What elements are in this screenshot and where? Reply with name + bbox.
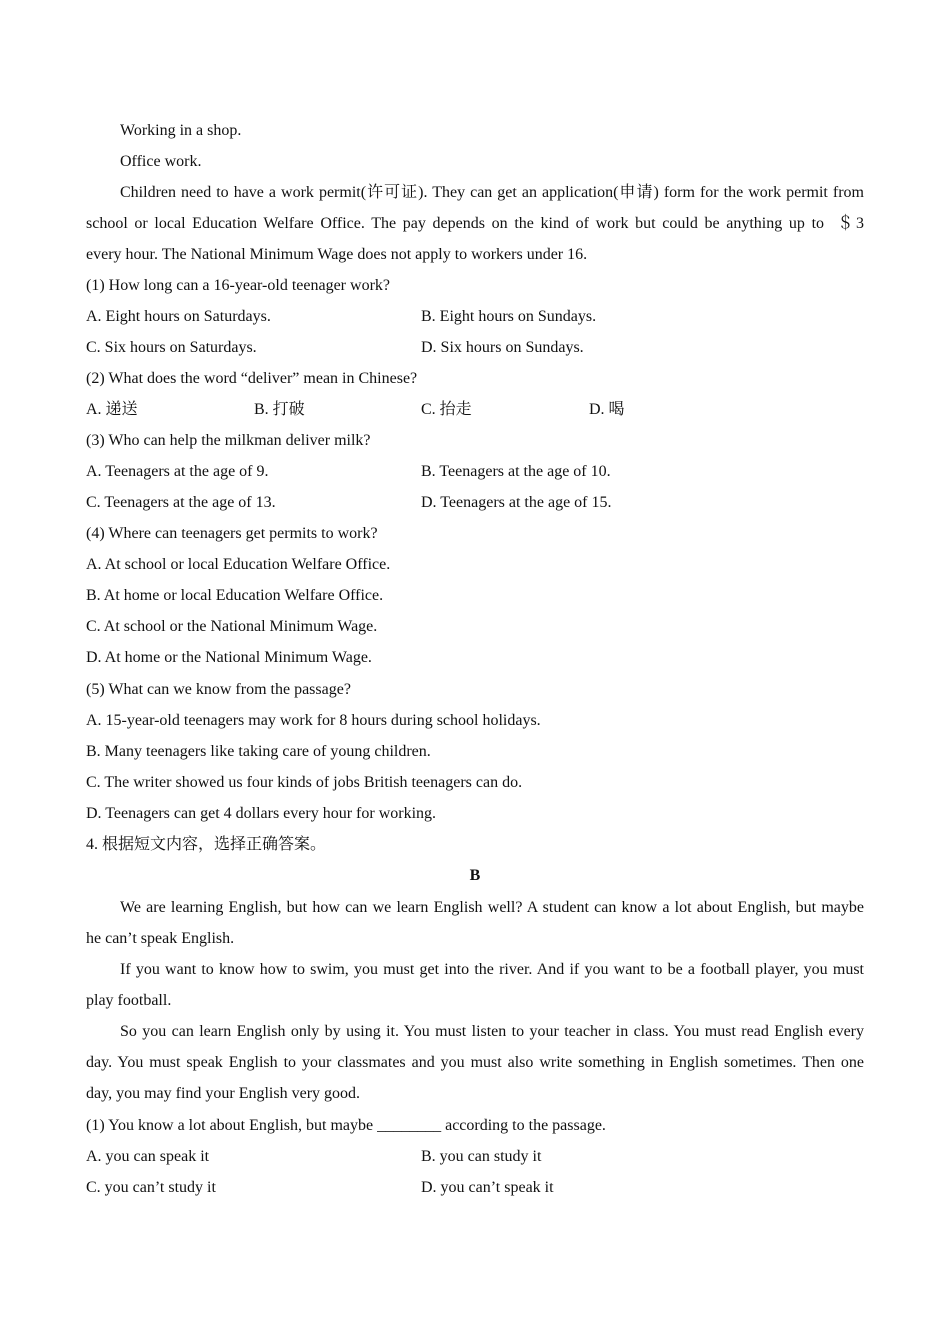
section-instruction: 4. 根据短文内容，选择正确答案。 (86, 836, 327, 853)
passage-line: Office work. (120, 153, 202, 170)
passage-paragraph-line: We are learning English, but how can we learn English well? A student can know a lot about English, but maybe (120, 899, 864, 916)
answer-option: C. 抬走 (421, 401, 472, 418)
answer-option: D. Teenagers at the age of 15. (421, 494, 612, 511)
passage-paragraph-line: school or local Education Welfare Office. The pay depends on the kind of work but could be anything up to ＄3 (86, 215, 864, 232)
passage-paragraph-line: day. You must speak English to your classmates and you must also write something in English sometimes. Then one (86, 1054, 864, 1071)
answer-option: B. Teenagers at the age of 10. (421, 463, 611, 480)
answer-option: A. At school or local Education Welfare Office. (86, 556, 391, 573)
answer-option: C. you can’t study it (86, 1179, 216, 1196)
answer-option: C. Teenagers at the age of 13. (86, 494, 276, 511)
passage-paragraph-line: play football. (86, 992, 172, 1009)
answer-option: B. Many teenagers like taking care of young children. (86, 743, 431, 760)
question-stem: (2) What does the word “deliver” mean in Chinese? (86, 370, 418, 387)
answer-option: C. Six hours on Saturdays. (86, 339, 257, 356)
passage-paragraph-line: he can’t speak English. (86, 930, 235, 947)
answer-option: A. 15-year-old teenagers may work for 8 hours during school holidays. (86, 712, 541, 729)
answer-option: B. Eight hours on Sundays. (421, 308, 597, 325)
passage-line: Working in a shop. (120, 122, 242, 139)
answer-option: B. At home or local Education Welfare Office. (86, 587, 384, 604)
answer-option: C. At school or the National Minimum Wage. (86, 618, 378, 635)
answer-option: C. The writer showed us four kinds of jobs British teenagers can do. (86, 774, 523, 791)
answer-option: A. Teenagers at the age of 9. (86, 463, 269, 480)
passage-heading: B (469, 867, 481, 884)
answer-option: B. 打破 (254, 401, 305, 418)
passage-paragraph-line: every hour. The National Minimum Wage does not apply to workers under 16. (86, 246, 588, 263)
answer-option: A. Eight hours on Saturdays. (86, 308, 271, 325)
passage-paragraph-line: If you want to know how to swim, you must get into the river. And if you want to be a football player, you must (120, 961, 864, 978)
answer-option: A. you can speak it (86, 1148, 210, 1165)
answer-option: B. you can study it (421, 1148, 542, 1165)
answer-option: D. 喝 (589, 401, 625, 418)
question-stem: (5) What can we know from the passage? (86, 681, 351, 698)
answer-option: D. Teenagers can get 4 dollars every hour for working. (86, 805, 437, 822)
passage-paragraph-line: Children need to have a work permit(许可证). They can get an application(申请) form for the work permit from (120, 184, 864, 201)
answer-option: D. you can’t speak it (421, 1179, 554, 1196)
answer-option: D. Six hours on Sundays. (421, 339, 584, 356)
answer-option: A. 递送 (86, 401, 138, 418)
passage-paragraph-line: So you can learn English only by using it. You must listen to your teacher in class. You must read English every (120, 1023, 864, 1040)
answer-option: D. At home or the National Minimum Wage. (86, 649, 372, 666)
question-stem: (4) Where can teenagers get permits to work? (86, 525, 378, 542)
question-stem: (3) Who can help the milkman deliver milk? (86, 432, 371, 449)
question-stem: (1) You know a lot about English, but maybe ________ according to the passage. (86, 1117, 606, 1134)
passage-paragraph-line: day, you may find your English very good. (86, 1085, 361, 1102)
question-stem: (1) How long can a 16-year-old teenager work? (86, 277, 390, 294)
